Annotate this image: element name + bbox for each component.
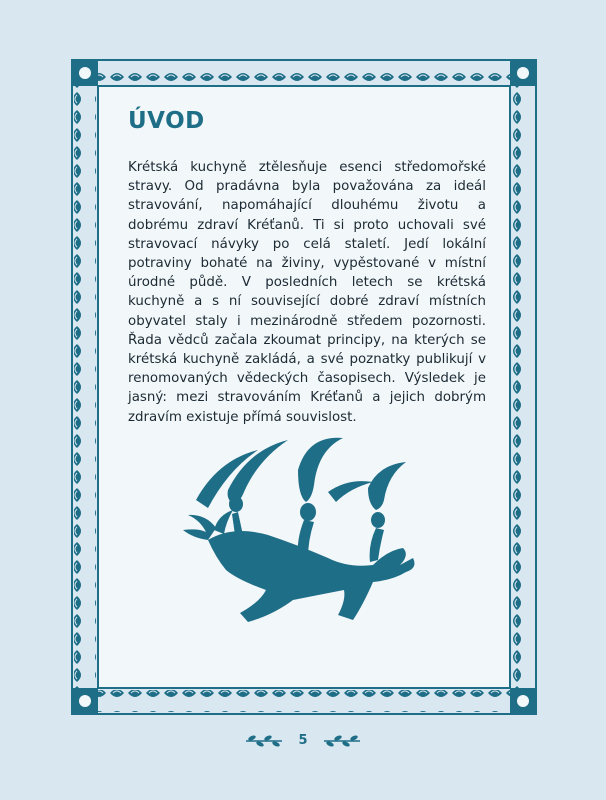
olive-branch-icon	[244, 734, 284, 748]
intro-paragraph: Krétská kuchyně ztělesňuje esenci středomořské stravy. Od pradávna byla považována za ideál stravování, napomáhající dlouhému životu a dobrému zdraví Kréťanů. Ti si proto uchovali své stravovací návyky po celá staletí. Jedí lokální potraviny bohaté na živiny, vypěstované v místní úrodné půdě. V posledních letech se krétská kuchyně a s ní související dobré zdraví místních obyvatel staly i mezinárodně středem pozornosti. Řada vědců začala zkoumat principy, na kterých se krétská kuchyně zakládá, a své poznatky publikují v renomovaných vědeckých časopisech. Výsledek je jasný: mezi stravováním Kréťanů a jejich dobrým zdravím existuje přímá souvislost.	[128, 160, 486, 425]
page-footer	[0, 732, 606, 750]
olive-branch-icon	[322, 734, 362, 748]
page-number: 5	[298, 733, 308, 749]
bull-leaping-fresco-icon	[178, 430, 428, 630]
section-title: ÚVOD	[128, 108, 205, 134]
intro-section	[128, 108, 486, 440]
